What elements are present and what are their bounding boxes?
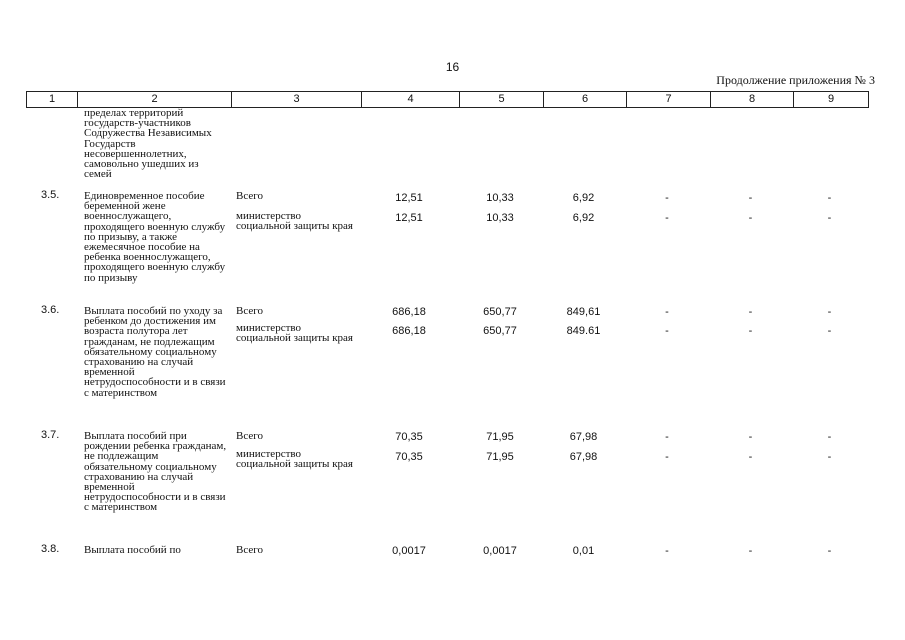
value-col-5: 0,0017	[483, 545, 517, 557]
line-label: Всего	[236, 430, 263, 442]
table-header-row	[26, 91, 869, 108]
value-col-5: 650,77	[483, 325, 517, 337]
value-col-4: 0,0017	[392, 545, 426, 557]
value-col-7: -	[665, 431, 669, 443]
row-description: Выплата пособий по	[84, 544, 181, 556]
budget-table	[26, 91, 869, 561]
value-col-5: 10,33	[486, 192, 514, 204]
row-description: Выплата пособий при рождении ребенка гражданам, не подлежащим обязательному социальному страхованию на случай временной нетрудоспособности и в связи с материнством	[84, 430, 227, 514]
value-col-6: 849.61	[566, 325, 601, 337]
header-col-1: 1	[48, 93, 56, 105]
row-description: Выплата пособий по уходу за ребенком до достижения им возраста полутора лет гражданам, не подлежащим обязательному социальному страхованию на случай временной нетрудоспособности и в связи с материнством	[84, 305, 226, 399]
line-label: министерство социальной защиты края	[236, 448, 353, 471]
value-col-9: -	[827, 451, 832, 463]
continuation-text: пределах территорий государств-участников Содружества Независимых Государств несовершеннолетних, самовольно ушедших из семей	[84, 107, 212, 181]
line-label: Всего	[236, 305, 263, 317]
row-description: Единовременное пособие беременной жене военнослужащего, проходящего военную службу по призыву, а также ежемесячное пособие на ребенка военнослужащего, проходящего военную службу по призыву	[84, 190, 226, 284]
value-col-8: -	[748, 431, 753, 443]
row-number: 3.7.	[41, 429, 60, 441]
page-number: 16	[445, 60, 460, 74]
header-col-9: 9	[793, 92, 868, 107]
value-col-8: -	[748, 451, 753, 463]
header-col-2: 2	[77, 92, 231, 107]
value-col-6: 0,01	[572, 545, 595, 557]
value-col-6: 67,98	[569, 451, 598, 463]
value-col-4: 686,18	[392, 325, 426, 337]
value-col-6: 6,92	[572, 192, 595, 204]
value-col-5: 650,77	[483, 306, 517, 318]
value-col-4: 686,18	[392, 306, 426, 318]
line-label: Всего	[236, 190, 263, 202]
value-col-9: -	[827, 325, 832, 337]
line-label: министерство социальной защиты края	[236, 210, 353, 233]
value-col-7: -	[665, 212, 669, 224]
value-col-7: -	[665, 192, 669, 204]
appendix-continuation-note: Продолжение приложения № 3	[716, 73, 875, 87]
value-col-7: -	[665, 545, 669, 557]
row-number: 3.8.	[41, 543, 60, 555]
value-col-5: 71,95	[486, 431, 514, 443]
value-col-4: 12,51	[395, 212, 423, 224]
value-col-4: 12,51	[395, 192, 423, 204]
value-col-8: -	[748, 306, 753, 318]
line-label: министерство социальной защиты края	[236, 322, 353, 345]
header-col-5: 5	[459, 92, 543, 107]
value-col-5: 10,33	[486, 212, 514, 224]
row-number: 3.6.	[41, 304, 60, 316]
value-col-8: -	[748, 192, 753, 204]
value-col-9: -	[827, 431, 832, 443]
line-label: Всего	[236, 544, 263, 556]
value-col-9: -	[827, 212, 832, 224]
value-col-8: -	[748, 212, 753, 224]
header-col-6: 6	[543, 92, 626, 107]
value-col-9: -	[827, 306, 832, 318]
value-col-4: 70,35	[395, 451, 423, 463]
value-col-6: 849,61	[566, 306, 601, 318]
value-col-8: -	[748, 545, 753, 557]
header-col-4: 4	[361, 92, 459, 107]
value-col-8: -	[748, 325, 753, 337]
value-col-6: 67,98	[569, 431, 598, 443]
header-col-7: 7	[626, 92, 710, 107]
value-col-7: -	[665, 325, 669, 337]
header-col-8: 8	[710, 92, 793, 107]
value-col-5: 71,95	[486, 451, 514, 463]
value-col-6: 6,92	[572, 212, 595, 224]
value-col-9: -	[827, 192, 832, 204]
header-col-3: 3	[231, 92, 361, 107]
row-number: 3.5.	[41, 189, 60, 201]
value-col-4: 70,35	[395, 431, 423, 443]
value-col-7: -	[665, 306, 669, 318]
value-col-9: -	[827, 545, 832, 557]
value-col-7: -	[665, 451, 669, 463]
